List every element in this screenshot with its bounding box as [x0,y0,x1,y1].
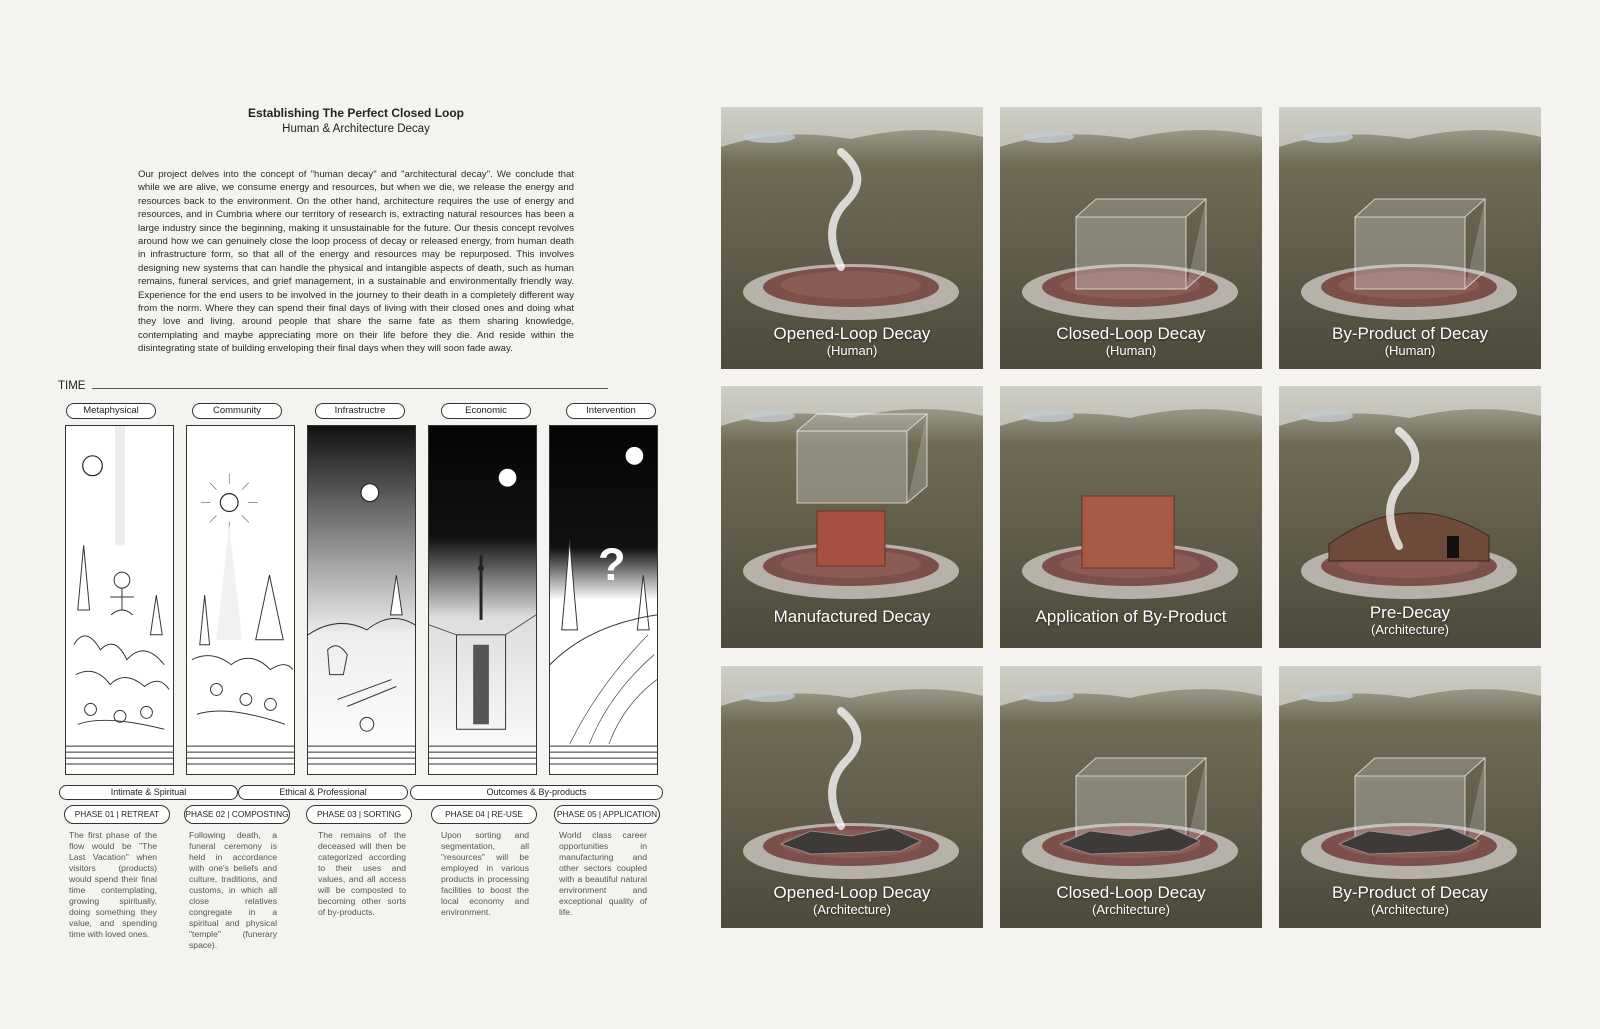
tile-title: Closed-Loop Decay [1056,883,1206,902]
phase-05-text: World class career opportunities in manufacturing and other sectors coupled with a beautiful natural environment and exceptional quality of life. [559,830,647,917]
decay-tile [1279,386,1541,648]
panel-metaphysical [65,425,174,775]
intro-paragraph: Our project delves into the concept of "human decay" and "architectural decay". We conclude that while we are alive, we consume energy and resources, but when we die, we release the energy and resources back to the environment. On the other hand, architecture requires the use of energy and resources, and in Cumbria where our territory of research is, extracting natural resources has been a large industry since the beginning, making it unsustainable for the future. Our thesis concept revolves around how we can genuinely close the loop process of decay or released energy, from human death in infrastructure form, so that all of the energy and resources may be repurposed. This involves designing new systems that can handle the physical and intangible aspects of death, such as human remains, funeral services, and grief management, in a sustainable and environmentally friendly way. Experience for the end users to be involved in the journey to their death in a completely different way from the norm. Where they can spend their final days of living with their closed ones and doing what they love and living. around people that share the same fate as them sharing knowledge, contemplating and maybe appreciating more on their life before they die. And reside within the disintegrating state of building enveloping their final days when they will soon fade away. [138,169,574,355]
decay-tile [721,107,983,369]
group-intimate-spiritual: Intimate & Spiritual [59,785,238,800]
tile-subtitle: (Human) [1384,343,1436,358]
group-ethical-professional: Ethical & Professional [238,785,408,800]
decay-tile [1000,107,1262,369]
decay-tile [721,386,983,648]
decay-tile [1279,666,1541,928]
category-metaphysical: Metaphysical [66,403,156,419]
phase-01-text: The first phase of the flow would be "The Last Vacation" when visitors (products) would spend their final time contemplating, growing spiritually, doing something they value, and spending time with loved ones. [69,830,157,939]
tile-title: Opened-Loop Decay [773,324,931,343]
tile-subtitle: (Architecture) [812,902,892,917]
tile-title: Manufactured Decay [773,607,931,626]
decay-tile [721,666,983,928]
tile-title: Closed-Loop Decay [1056,324,1206,343]
page-title: Establishing The Perfect Closed Loop [247,106,465,120]
time-axis [58,380,608,394]
phase-04-pill: PHASE 04 | RE-USE [431,805,537,824]
decay-tile [1000,386,1262,648]
category-infrastructure: Infrastructre [315,403,405,419]
page-subtitle: Human & Architecture Decay [282,123,430,135]
group-outcomes-byproducts: Outcomes & By-products [410,785,663,800]
decay-tile [1279,107,1541,369]
category-community: Community [192,403,282,419]
tile-title: By-Product of Decay [1332,324,1488,343]
category-intervention: Intervention [566,403,656,419]
phase-01-pill: PHASE 01 | RETREAT [64,805,170,824]
tile-title: By-Product of Decay [1332,883,1488,902]
tile-subtitle: (Architecture) [1370,902,1450,917]
category-economic: Economic [441,403,531,419]
phase-03-pill: PHASE 03 | SORTING [306,805,412,824]
tile-subtitle: (Architecture) [1370,622,1450,637]
title-block [138,106,574,135]
tile-subtitle: (Human) [826,343,878,358]
phase-02-text: Following death, a funeral ceremony is held in accordance with one's beliefs and culture, traditions, and customs, in which all close relatives congregate in a spiritual and physical "temple" (funerary space). [189,830,277,950]
panel-intervention [549,425,658,775]
phase-03-text: The remains of the deceased will then be categorized according to their uses and values, and all access will be composted to becoming other sorts of by-products. [318,830,406,917]
tile-title: Pre-Decay [1369,603,1451,622]
tile-title: Application of By-Product [1035,607,1227,626]
tile-subtitle: (Human) [1105,343,1157,358]
glass-cube [1076,199,1206,289]
phase-04-text: Upon sorting and segmentation, all "resources" will be employed in various products in processing facilities to boost the local economy and environment. [441,830,529,917]
panel-economic [428,425,537,775]
tile-subtitle: (Architecture) [1091,902,1171,917]
panel-community [186,425,295,775]
phase-02-pill: PHASE 02 | COMPOSTING [184,805,290,824]
tile-title: Opened-Loop Decay [773,883,931,902]
decay-tile [1000,666,1262,928]
phase-05-pill: PHASE 05 | APPLICATION [554,805,660,824]
time-label: TIME [58,380,86,392]
glass-cube [1355,199,1485,289]
panel-infrastructure [307,425,416,775]
svg-text:?: ? [598,538,626,591]
time-line [92,388,608,389]
glass-cube [797,414,927,503]
